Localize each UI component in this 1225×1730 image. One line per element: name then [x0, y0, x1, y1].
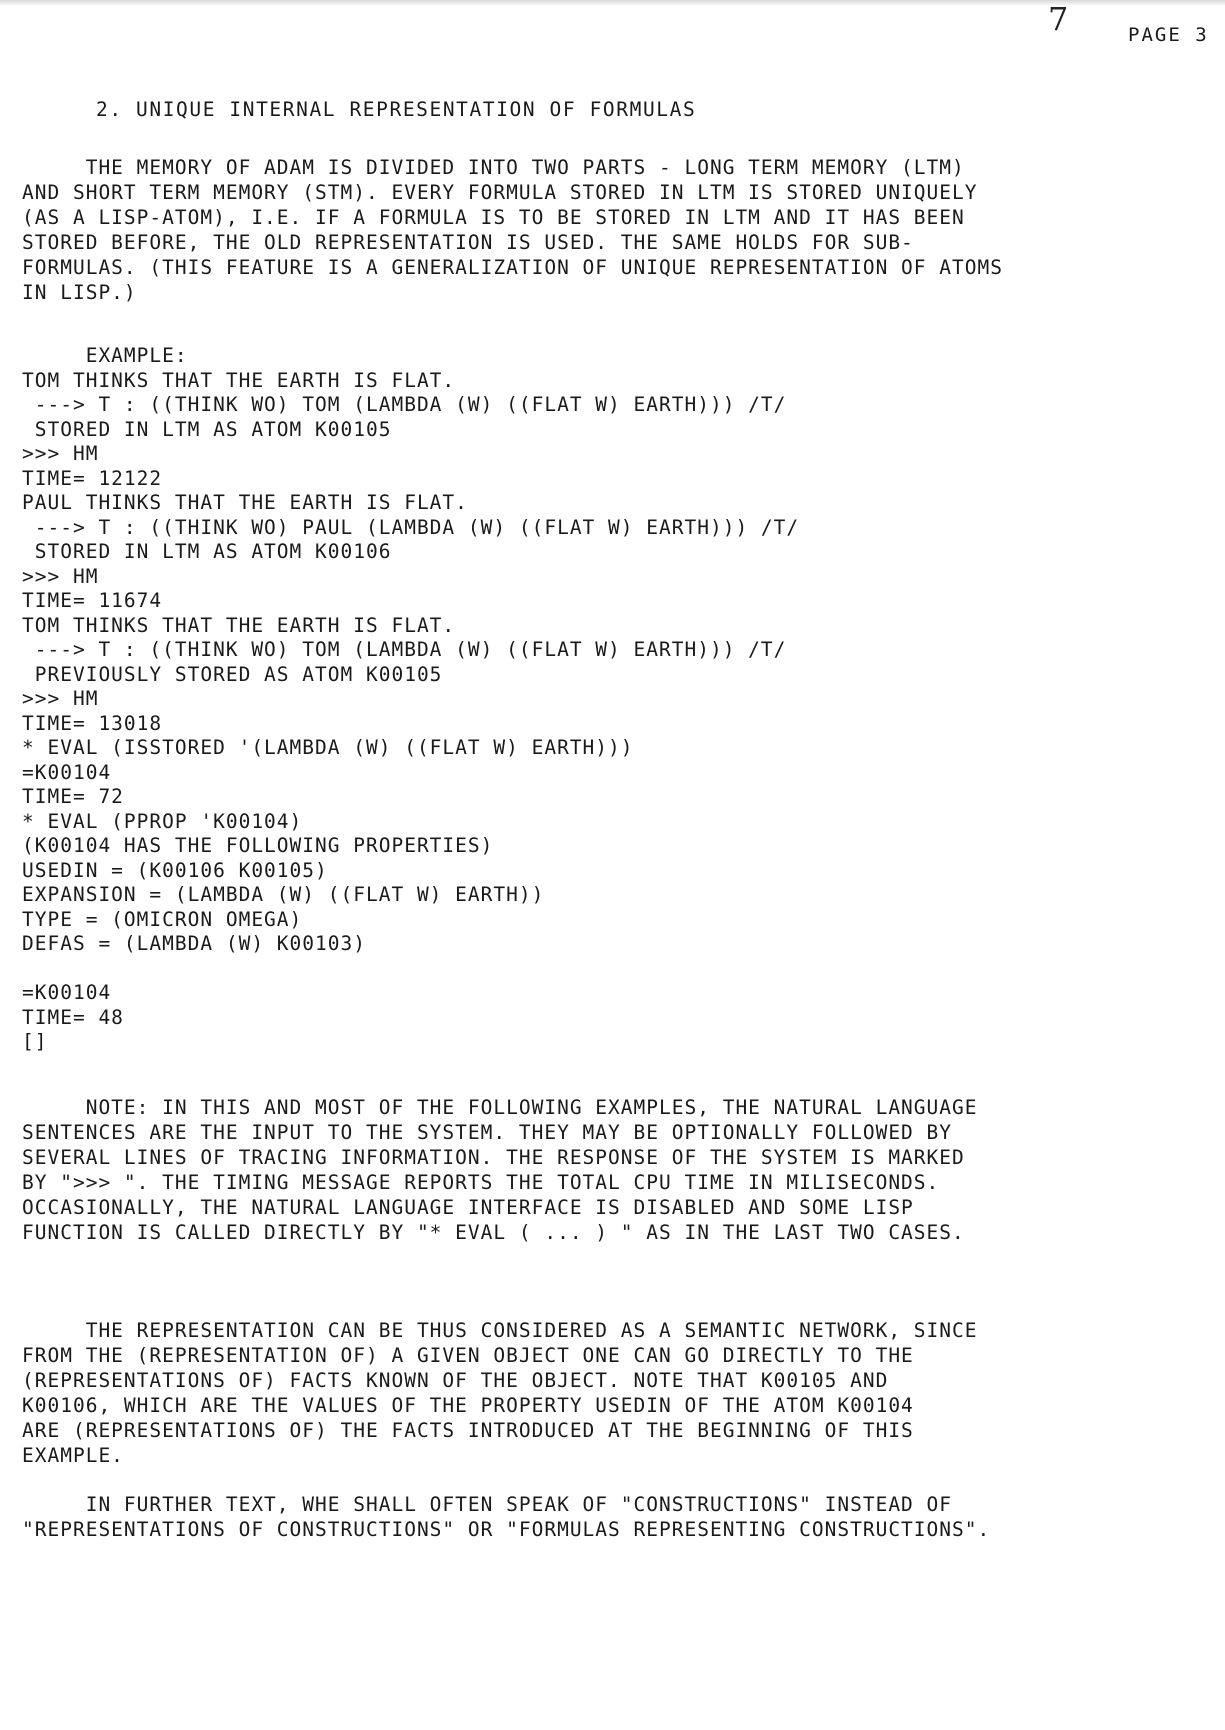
transcript-line: STORED IN LTM AS ATOM K00105 [22, 417, 392, 441]
text-line: OCCASIONALLY, THE NATURAL LANGUAGE INTERFACE IS DISABLED AND SOME LISP [22, 1196, 914, 1219]
transcript-line: [] [22, 1030, 48, 1053]
scan-top-edge [0, 0, 1225, 6]
text-line: FORMULAS. (THIS FEATURE IS A GENERALIZATION OF UNIQUE REPRESENTATION OF ATOMS [22, 256, 1003, 279]
transcript-line: (K00104 HAS THE FOLLOWING PROPERTIES) [22, 834, 494, 857]
transcript-line: USEDIN = (K00106 K00105) [22, 858, 328, 882]
transcript-line: PREVIOUSLY STORED AS ATOM K00105 [22, 662, 443, 686]
transcript-line: >>> HM [22, 442, 99, 465]
text-line: EXAMPLE. [22, 1444, 124, 1467]
page-number: PAGE 3 [1128, 24, 1209, 46]
text-line: ARE (REPRESENTATIONS OF) THE FACTS INTRODUCED AT THE BEGINNING OF THIS [22, 1419, 914, 1442]
transcript-line: STORED IN LTM AS ATOM K00106 [22, 540, 392, 563]
transcript-line: >>> HM [22, 564, 99, 588]
transcript-line: DEFAS = (LAMBDA (W) K00103) [22, 932, 366, 955]
transcript-line: =K00104 [22, 760, 112, 784]
transcript-line: TIME= 13018 [22, 711, 163, 735]
text-line: IN FURTHER TEXT, WHE SHALL OFTEN SPEAK OF "CONSTRUCTIONS" INSTEAD OF [22, 1493, 953, 1516]
transcript-line: EXPANSION = (LAMBDA (W) ((FLAT W) EARTH)) [22, 883, 545, 906]
transcript-line: * EVAL (ISSTORED '(LAMBDA (W) ((FLAT W) EARTH))) [22, 736, 634, 759]
transcript-line: TIME= 48 [22, 1005, 124, 1029]
text-line: NOTE: IN THIS AND MOST OF THE FOLLOWING EXAMPLES, THE NATURAL LANGUAGE [22, 1096, 978, 1119]
transcript-line: ---> T : ((THINK WO) TOM (LAMBDA (W) ((FLAT W) EARTH))) /T/ [22, 638, 787, 661]
text-line: K00106, WHICH ARE THE VALUES OF THE PROPERTY USEDIN OF THE ATOM K00104 [22, 1394, 914, 1417]
transcript-line: TOM THINKS THAT THE EARTH IS FLAT. [22, 613, 456, 637]
text-line: STORED BEFORE, THE OLD REPRESENTATION IS USED. THE SAME HOLDS FOR SUB- [22, 231, 914, 254]
text-line: IN LISP.) [22, 281, 137, 304]
transcript-line: EXAMPLE: [22, 344, 188, 367]
text-line: FUNCTION IS CALLED DIRECTLY BY "* EVAL ( ... ) " AS IN THE LAST TWO CASES. [22, 1221, 965, 1244]
text-line: SEVERAL LINES OF TRACING INFORMATION. THE RESPONSE OF THE SYSTEM IS MARKED [22, 1146, 965, 1169]
transcript-line: ---> T : ((THINK WO) TOM (LAMBDA (W) ((FLAT W) EARTH))) /T/ [22, 393, 787, 416]
transcript-line: TIME= 11674 [22, 589, 163, 612]
paragraph-constructions [22, 1492, 990, 1542]
paragraph-memory [22, 155, 1003, 305]
transcript-line: PAUL THINKS THAT THE EARTH IS FLAT. [22, 491, 468, 514]
example-transcript [22, 343, 799, 1054]
text-line: (REPRESENTATIONS OF) FACTS KNOWN OF THE OBJECT. NOTE THAT K00105 AND [22, 1369, 889, 1392]
text-line: THE REPRESENTATION CAN BE THUS CONSIDERED AS A SEMANTIC NETWORK, SINCE [22, 1319, 978, 1342]
transcript-line [22, 956, 799, 981]
handwritten-page-mark: 7 [1048, 0, 1069, 38]
transcript-line: ---> T : ((THINK WO) PAUL (LAMBDA (W) ((FLAT W) EARTH))) /T/ [22, 515, 800, 539]
text-line: SENTENCES ARE THE INPUT TO THE SYSTEM. THEY MAY BE OPTIONALLY FOLLOWED BY [22, 1121, 953, 1144]
text-line: BY ">>> ". THE TIMING MESSAGE REPORTS THE TOTAL CPU TIME IN MILISECONDS. [22, 1171, 940, 1194]
paragraph-semantic-network [22, 1318, 978, 1468]
paragraph-note [22, 1095, 978, 1245]
text-line: FROM THE (REPRESENTATION OF) A GIVEN OBJECT ONE CAN GO DIRECTLY TO THE [22, 1344, 914, 1367]
transcript-line: >>> HM [22, 687, 99, 710]
text-line: THE MEMORY OF ADAM IS DIVIDED INTO TWO PARTS - LONG TERM MEMORY (LTM) [22, 156, 965, 179]
section-heading: 2. UNIQUE INTERNAL REPRESENTATION OF FORMULAS [96, 98, 697, 121]
transcript-line: =K00104 [22, 981, 112, 1004]
transcript-line: TYPE = (OMICRON OMEGA) [22, 907, 303, 931]
transcript-line: TIME= 12122 [22, 466, 163, 490]
text-line: AND SHORT TERM MEMORY (STM). EVERY FORMULA STORED IN LTM IS STORED UNIQUELY [22, 181, 978, 204]
transcript-line: TOM THINKS THAT THE EARTH IS FLAT. [22, 368, 456, 392]
transcript-line: * EVAL (PPROP 'K00104) [22, 809, 303, 833]
transcript-line: TIME= 72 [22, 785, 124, 808]
text-line: (AS A LISP-ATOM), I.E. IF A FORMULA IS TO BE STORED IN LTM AND IT HAS BEEN [22, 206, 965, 229]
text-line: "REPRESENTATIONS OF CONSTRUCTIONS" OR "FORMULAS REPRESENTING CONSTRUCTIONS". [22, 1518, 991, 1541]
